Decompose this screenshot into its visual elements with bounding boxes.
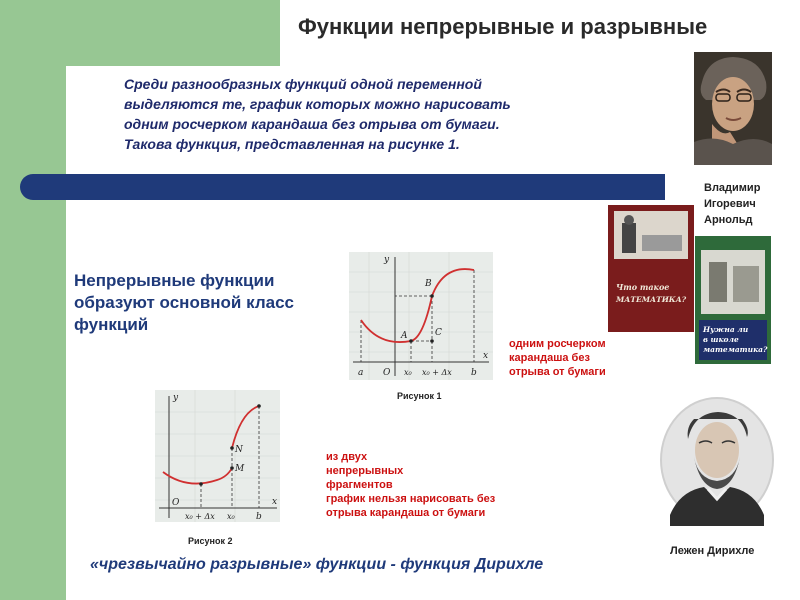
- red-note-line: отрыва карандаша от бумаги: [326, 507, 486, 519]
- red-note-discontinuous: [326, 450, 495, 520]
- fig1-tick-b: b: [471, 368, 477, 378]
- book2-title-line: математика?: [703, 345, 768, 354]
- fig2-point-N: [230, 446, 234, 450]
- fig1-tick-O: O: [383, 368, 391, 378]
- red-note-line: непрерывных: [326, 465, 404, 477]
- book-cover-what-is-math: [608, 205, 694, 332]
- fig2-label-N: N: [235, 445, 243, 455]
- fig2-tick-x0: x₀: [227, 512, 235, 521]
- book1-title-line: Что такое: [616, 282, 670, 292]
- book2-title-line: Нужна ли: [703, 325, 749, 334]
- fig2-label-x: x: [272, 497, 278, 507]
- fig1-label-B: B: [425, 279, 432, 289]
- fig1-label-C: C: [435, 328, 442, 338]
- book2-title-line: в школе: [703, 335, 739, 344]
- fig1-tick-a: a: [358, 368, 364, 378]
- fig1-tick-x0: x₀: [404, 368, 412, 377]
- red-note-line: одним росчерком: [509, 338, 606, 350]
- section-heading-line: Непрерывные функции: [74, 271, 275, 290]
- fig1-point-A: [409, 339, 413, 343]
- red-note-line: график нельзя нарисовать без: [326, 493, 496, 505]
- fig2-tick-x0dx: x₀ + Δx: [185, 512, 215, 521]
- fig1-tick-x0dx: x₀ + Δx: [422, 368, 452, 377]
- bottom-statement: «чрезвычайно разрывные» функции - функция Дирихле: [90, 556, 544, 573]
- fig2-label-M: M: [235, 464, 245, 474]
- book1-title-line: МАТЕМАТИКА?: [616, 295, 687, 304]
- figure1-graph: [349, 252, 493, 380]
- page-title: Функции непрерывные и разрывные: [298, 14, 708, 39]
- arnold-name-line: Владимир: [704, 182, 761, 194]
- section-heading-line: функций: [74, 315, 149, 334]
- section-heading: [74, 270, 354, 336]
- figure2-graph: [155, 390, 280, 522]
- red-note-line: из двух: [326, 451, 368, 463]
- fig2-point-M: [230, 466, 234, 470]
- fig2-point-end: [257, 404, 261, 408]
- arnold-name-line: Игоревич: [704, 198, 756, 210]
- figure1-caption: Рисунок 1: [397, 391, 442, 401]
- arnold-name-line: Арнольд: [704, 214, 753, 226]
- book-cover-school-math: [695, 236, 771, 364]
- fig1-point-B: [430, 294, 434, 298]
- red-note-line: карандаша без: [509, 352, 590, 364]
- fig1-label-A: A: [401, 331, 408, 341]
- red-note-continuous: [509, 337, 606, 379]
- red-note-line: отрыва от бумаги: [509, 366, 606, 378]
- fig2-point-x0dx: [199, 482, 203, 486]
- figure2-caption: Рисунок 2: [188, 536, 233, 546]
- red-note-line: фрагментов: [326, 479, 393, 491]
- intro-line: Среди разнообразных функций одной переменной: [124, 76, 482, 92]
- fig1-label-y: y: [384, 255, 390, 265]
- fig1-point-C: [430, 339, 434, 343]
- green-top-band: [0, 0, 280, 66]
- intro-line: Такова функция, представленная на рисунке 1.: [124, 136, 460, 152]
- green-side-band: [0, 0, 66, 600]
- fig2-tick-O: O: [172, 498, 180, 508]
- intro-text: [124, 74, 624, 154]
- intro-line: выделяются те, график которых можно нарисовать: [124, 96, 511, 112]
- white-corner: [66, 66, 126, 126]
- navy-divider-bar: [20, 174, 665, 200]
- section-heading-line: образуют основной класс: [74, 293, 294, 312]
- arnold-caption: [704, 180, 774, 228]
- dirichlet-caption: Лежен Дирихле: [670, 545, 755, 557]
- arnold-portrait-photo: [694, 52, 772, 165]
- intro-line: одним росчерком карандаша без отрыва от бумаги.: [124, 116, 500, 132]
- dirichlet-portrait-engraving: [658, 395, 776, 526]
- fig1-label-x: x: [483, 351, 489, 361]
- fig2-label-y: y: [173, 393, 179, 403]
- fig2-tick-b: b: [256, 512, 262, 522]
